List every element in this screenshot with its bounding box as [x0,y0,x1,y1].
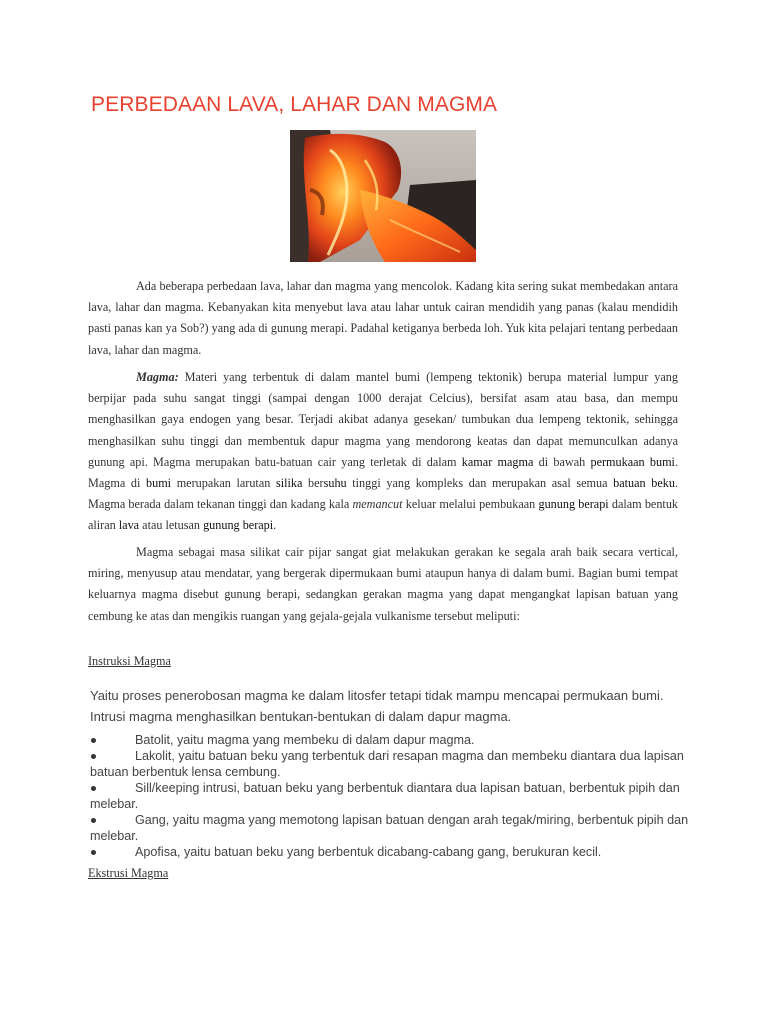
text-span: dalam bentuk aliran [88,497,679,533]
text-span: di bawah [533,454,591,469]
text-span: atau letusan [139,518,204,533]
bullet-icon [90,780,135,796]
list-item [90,844,690,860]
bullet-icon [90,844,135,860]
bullet-icon [90,748,135,764]
text-span: . Magma di [88,454,678,491]
intrusi-intro [90,685,690,727]
text-span: keluar melalui pembukaan [402,497,539,512]
list-item-text: Gang, yaitu magma yang memotong lapisan batuan dengan arah tegak/miring, berbentuk pipih dan melebar. [90,813,689,843]
paragraph-movement [88,542,678,627]
link-suhu[interactable]: suhu [323,476,347,491]
list-item-text: Sill/keeping intrusi, batuan beku yang berbentuk diantara dua lapisan batuan, berbentuk pipih dan melebar. [90,781,680,811]
list-item [90,732,690,748]
memancut-italic: memancut [352,497,403,512]
list-item [90,780,690,812]
bullet-icon [90,732,135,748]
bullet-icon [90,812,135,828]
link-kamar-magma[interactable]: kamar magma [461,454,534,469]
link-gunung-berapi[interactable]: gunung berapi [538,497,609,512]
heading-intrusi: Instruksi Magma [88,654,171,668]
page-title: PERBEDAAN LAVA, LAHAR DAN MAGMA [91,93,498,116]
paragraph-magma [88,367,678,537]
heading-ekstrusi: Ekstrusi Magma [88,866,169,880]
paragraph-movement-text: Magma sebagai masa silikat cair pijar sangat giat melakukan gerakan ke segala arah baik secara vertical, miring, menyusup atau mendatar, yang bergerak dipermukaan bumi ataupun hanya di dalam bumi. Bagian bumi tempat keluarnya magma disebut gunung berapi, sedangkan gerakan magma yang dapat mengangkat lapisan batuan yang cembung ke atas dan mengikis ruangan yang gejala-gejala vulkanisme tersebut meliputi: [88,545,678,623]
list-item-text: Lakolit, yaitu batuan beku yang terbentuk dari resapan magma dan membeku diantara dua lapisan batuan berbentuk lensa cembung. [90,749,684,779]
paragraph-intro-text: Ada beberapa perbedaan lava, lahar dan magma yang mencolok. Kadang kita sering sukat membedakan antara lava, lahar dan magma. Kebanyakan kita menyebut lava atau lahar untuk cairan mendidih yang panas (kalau mendidih pasti panas kan ya Sob?) yang ada di gunung merapi. Padahal ketiganya berbeda loh. Yuk kita pelajari tentang perbedaan lava, lahar dan magma. [88,279,678,357]
list-item [90,748,690,780]
intrusi-list [90,732,690,860]
link-bumi[interactable]: bumi [146,476,172,491]
text-span: . [273,518,277,533]
text-span: ber [302,476,324,491]
link-gunung-berapi-2[interactable]: gunung berapi [203,518,274,533]
intrusi-intro-line-1: Yaitu proses penerobosan magma ke dalam litosfer tetapi tidak mampu mencapai permukaan bumi. [90,688,664,703]
text-span: Materi yang terbentuk di dalam mantel bumi (lempeng tektonik) berupa material lumpur yang berpijar pada suhu sangat tinggi (sampai dengan 1000 derajat Celcius), bersifat asam atau basa, dan mempu menghasilkan gaya endogen yang besar. Terjadi akibat adanya gesekan/ tumbukan dua lempeng tektonik, sehingga menghasilkan suhu tinggi dan membentuk dapur magma yang mendorong keatas dan dapat memunculkan adanya gunung api. Magma merupakan batu-batuan cair yang terletak di dalam [88,370,678,469]
intrusi-intro-line-2: Intrusi magma menghasilkan bentukan-bentukan di dalam dapur magma. [90,709,512,724]
text-span: merupakan larutan [171,476,276,491]
paragraph-magma-text [88,367,678,537]
text-span: tinggi yang kompleks dan merupakan asal semua [346,476,614,491]
list-item-text: Apofisa, yaitu batuan beku yang berbentuk dicabang-cabang gang, berukuran kecil. [135,845,602,859]
magma-label: Magma: [136,370,179,384]
link-permukaan-bumi[interactable]: permukaan bumi [590,454,675,469]
lava-photo [290,130,476,262]
text-span: . Magma berada dalam tekanan tinggi dan kadang kala [88,476,679,512]
link-batuan-beku[interactable]: batuan beku [613,476,675,491]
list-item [90,812,690,844]
link-lava[interactable]: lava [118,518,140,533]
link-silika[interactable]: silika [275,476,303,491]
list-item-text: Batolit, yaitu magma yang membeku di dalam dapur magma. [135,733,475,747]
paragraph-intro [88,276,678,361]
